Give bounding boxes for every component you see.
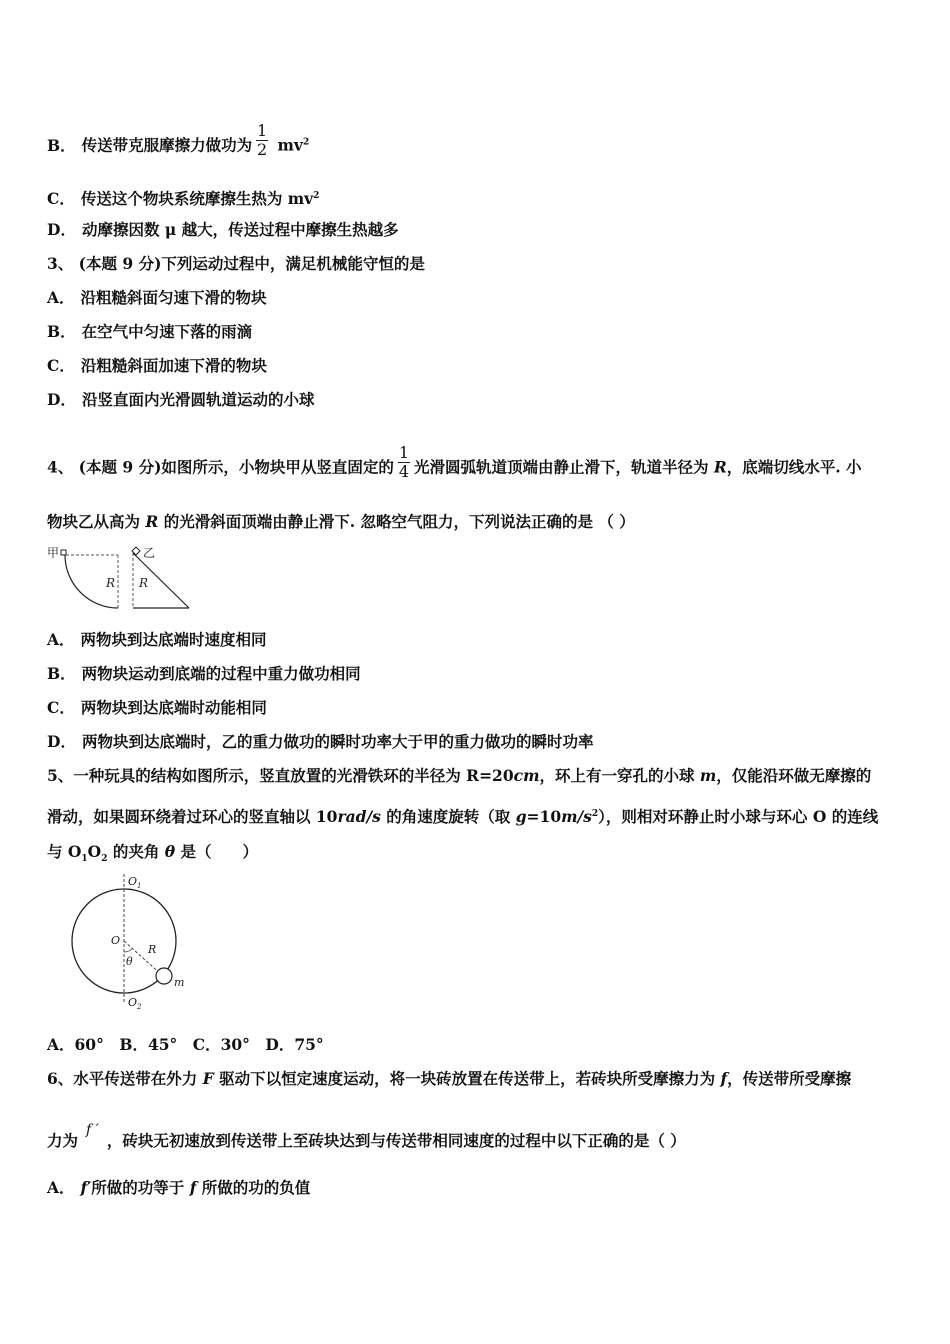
stem-text: 是（ ） — [175, 842, 258, 861]
variable-f: f — [189, 1178, 197, 1197]
superscript: 2 — [591, 809, 599, 819]
option-label: A． — [47, 1178, 75, 1197]
stem-text: 的光滑斜面顶端由静止滑下. 忽略空气阻力，下列说法正确的是 （ ） — [158, 512, 635, 531]
option-label: C． — [47, 698, 75, 717]
question-4-stem — [47, 443, 862, 487]
option-label: C． — [47, 356, 75, 375]
q3-option-b — [47, 322, 252, 342]
stem-text: ），则相对环静止时小球与环心 O 的连线 — [598, 807, 879, 827]
option-text: 两物块到达底端时速度相同 — [80, 630, 267, 649]
stem-text: O — [87, 842, 102, 861]
stem-text: ，环上有一穿孔的小球 — [539, 766, 700, 785]
label-m: m — [174, 976, 185, 989]
stem-text: 滑动，如果圆环绕着过环心的竖直轴以 10 — [47, 807, 338, 827]
option-label: A． — [47, 288, 75, 307]
option-text: 所做的功等于 — [91, 1178, 190, 1197]
variable-theta: θ — [164, 842, 176, 861]
option-label: B． — [47, 135, 76, 155]
option-label: B． — [47, 322, 76, 341]
q5-figure — [66, 872, 196, 1014]
stem-text: ，砖块无初速放到传送带上至砖块达到与传送带相同速度的过程中以下正确的是（ ） — [106, 1131, 686, 1150]
q6-option-a — [47, 1178, 310, 1198]
q4-figure — [44, 543, 198, 613]
angle-arc — [124, 949, 132, 952]
ball-m — [156, 968, 172, 984]
variable-m: m — [699, 766, 717, 785]
variable-f: f — [720, 1069, 728, 1088]
fraction-numerator: 1 — [398, 443, 410, 462]
q4-option-d — [47, 732, 593, 752]
option-text: 传送这个物块系统摩擦生热为 mv — [80, 189, 314, 209]
stem-text: ，仅能沿环做无摩擦的 — [716, 766, 872, 785]
variable-g: g — [515, 807, 527, 827]
stem-text: =10 — [526, 807, 562, 827]
variable-f-force: F — [202, 1069, 214, 1088]
q4-option-c — [47, 698, 267, 718]
stem-text: 5、一种玩具的结构如图所示，竖直放置的光滑铁环的半径为 R=20 — [47, 766, 514, 785]
q3-option-c — [47, 356, 267, 376]
option-text: 传送带克服摩擦力做功为 — [81, 135, 253, 155]
stem-text: 光滑圆弧轨道顶端由静止滑下，轨道半径为 — [413, 457, 714, 477]
label-o2-sub: 2 — [137, 1003, 142, 1011]
q4-option-a — [47, 630, 267, 650]
stem-text: 驱动下以恒定速度运动，将一块砖放置在传送带上，若砖块所受摩擦力为 — [213, 1069, 721, 1088]
option-text: 沿粗糙斜面匀速下滑的物块 — [80, 288, 267, 307]
label-o2-text: O — [128, 996, 138, 1009]
block-jia — [61, 550, 66, 555]
unit-rad-s: rad/s — [337, 807, 381, 827]
option-label: D． — [47, 220, 76, 239]
option-text: 在空气中匀速下落的雨滴 — [81, 322, 253, 341]
variable-f-prime: f ′ — [86, 1122, 99, 1138]
subscript: 1 — [81, 854, 88, 865]
label-theta: θ — [126, 955, 133, 968]
option-text: 两物块到达底端时，乙的重力做功的瞬时功率大于甲的重力做功的瞬时功率 — [81, 732, 594, 751]
stem-text: 4、 (本题 9 分)如图所示，小物块甲从竖直固定的 — [47, 457, 394, 477]
label-r-right: R — [139, 576, 149, 590]
stem-text: 物块乙从高为 — [47, 512, 146, 531]
option-text: 两物块运动到底端的过程中重力做功相同 — [81, 664, 361, 683]
question-5-stem-line3 — [47, 842, 258, 869]
option-text: 沿粗糙斜面加速下滑的物块 — [80, 356, 267, 375]
stem-text: 的夹角 — [107, 842, 165, 861]
question-5-stem-line2 — [47, 804, 878, 827]
question-6-stem-line2 — [47, 1122, 686, 1152]
label-r-left: R — [106, 576, 116, 590]
question-6-stem — [47, 1069, 851, 1089]
stem-text: 6、水平传送带在外力 — [47, 1069, 203, 1088]
label-yi: 乙 — [143, 546, 156, 560]
option-b-prev — [47, 121, 310, 165]
option-text: 所做的功的负值 — [196, 1178, 311, 1197]
option-text: 沿竖直面内光滑圆轨道运动的小球 — [81, 390, 315, 409]
option-text: 动摩擦因数 μ 越大，传送过程中摩擦生热越多 — [81, 220, 399, 239]
superscript: 2 — [302, 137, 310, 148]
option-label: D． — [47, 390, 76, 409]
stem-text: 力为 — [47, 1131, 79, 1150]
label-o2 — [128, 996, 142, 1011]
q3-option-d — [47, 390, 314, 410]
subscript: 2 — [101, 854, 108, 865]
label-o1-text: O — [128, 875, 138, 888]
fraction-quarter — [398, 444, 410, 481]
label-o1 — [128, 875, 142, 890]
label-o1-sub: 1 — [137, 882, 142, 890]
option-text-post: mv — [272, 135, 303, 155]
question-4-stem-line2 — [47, 512, 635, 532]
superscript: 2 — [313, 191, 320, 201]
label-o: O — [111, 934, 121, 947]
option-label: D． — [47, 732, 76, 751]
question-3-stem: 3、 (本题 9 分)下列运动过程中，满足机械能守恒的是 — [47, 254, 425, 273]
variable-r: R — [713, 457, 727, 477]
label-jia: 甲 — [47, 546, 60, 560]
stem-text: ，传送带所受摩擦 — [727, 1069, 852, 1088]
option-c-prev — [47, 186, 319, 209]
option-d-prev — [47, 220, 399, 240]
option-label: A． — [47, 630, 75, 649]
q5-options: A．60° B．45° C．30° D．75° — [47, 1035, 324, 1054]
question-5-stem — [47, 766, 871, 786]
q3-option-a — [47, 288, 267, 308]
fraction-half — [256, 122, 268, 159]
stem-text: ，底端切线水平. 小 — [726, 457, 862, 477]
fraction-numerator: 1 — [257, 121, 268, 140]
stem-text: 与 O — [47, 842, 82, 861]
option-text: 两物块到达底端时动能相同 — [80, 698, 267, 717]
variable-r: R — [145, 512, 159, 531]
label-r: R — [148, 943, 157, 956]
variable-f-prime: f′ — [80, 1178, 92, 1197]
stem-text: 的角速度旋转（取 — [380, 807, 516, 827]
fraction-denominator: 2 — [257, 140, 268, 159]
fraction-denominator: 4 — [398, 462, 410, 481]
unit-cm: cm — [513, 766, 540, 785]
option-label: B． — [47, 664, 76, 683]
option-label: C． — [47, 189, 75, 209]
q4-option-b — [47, 664, 361, 684]
unit-m-s: m/s — [561, 807, 592, 827]
